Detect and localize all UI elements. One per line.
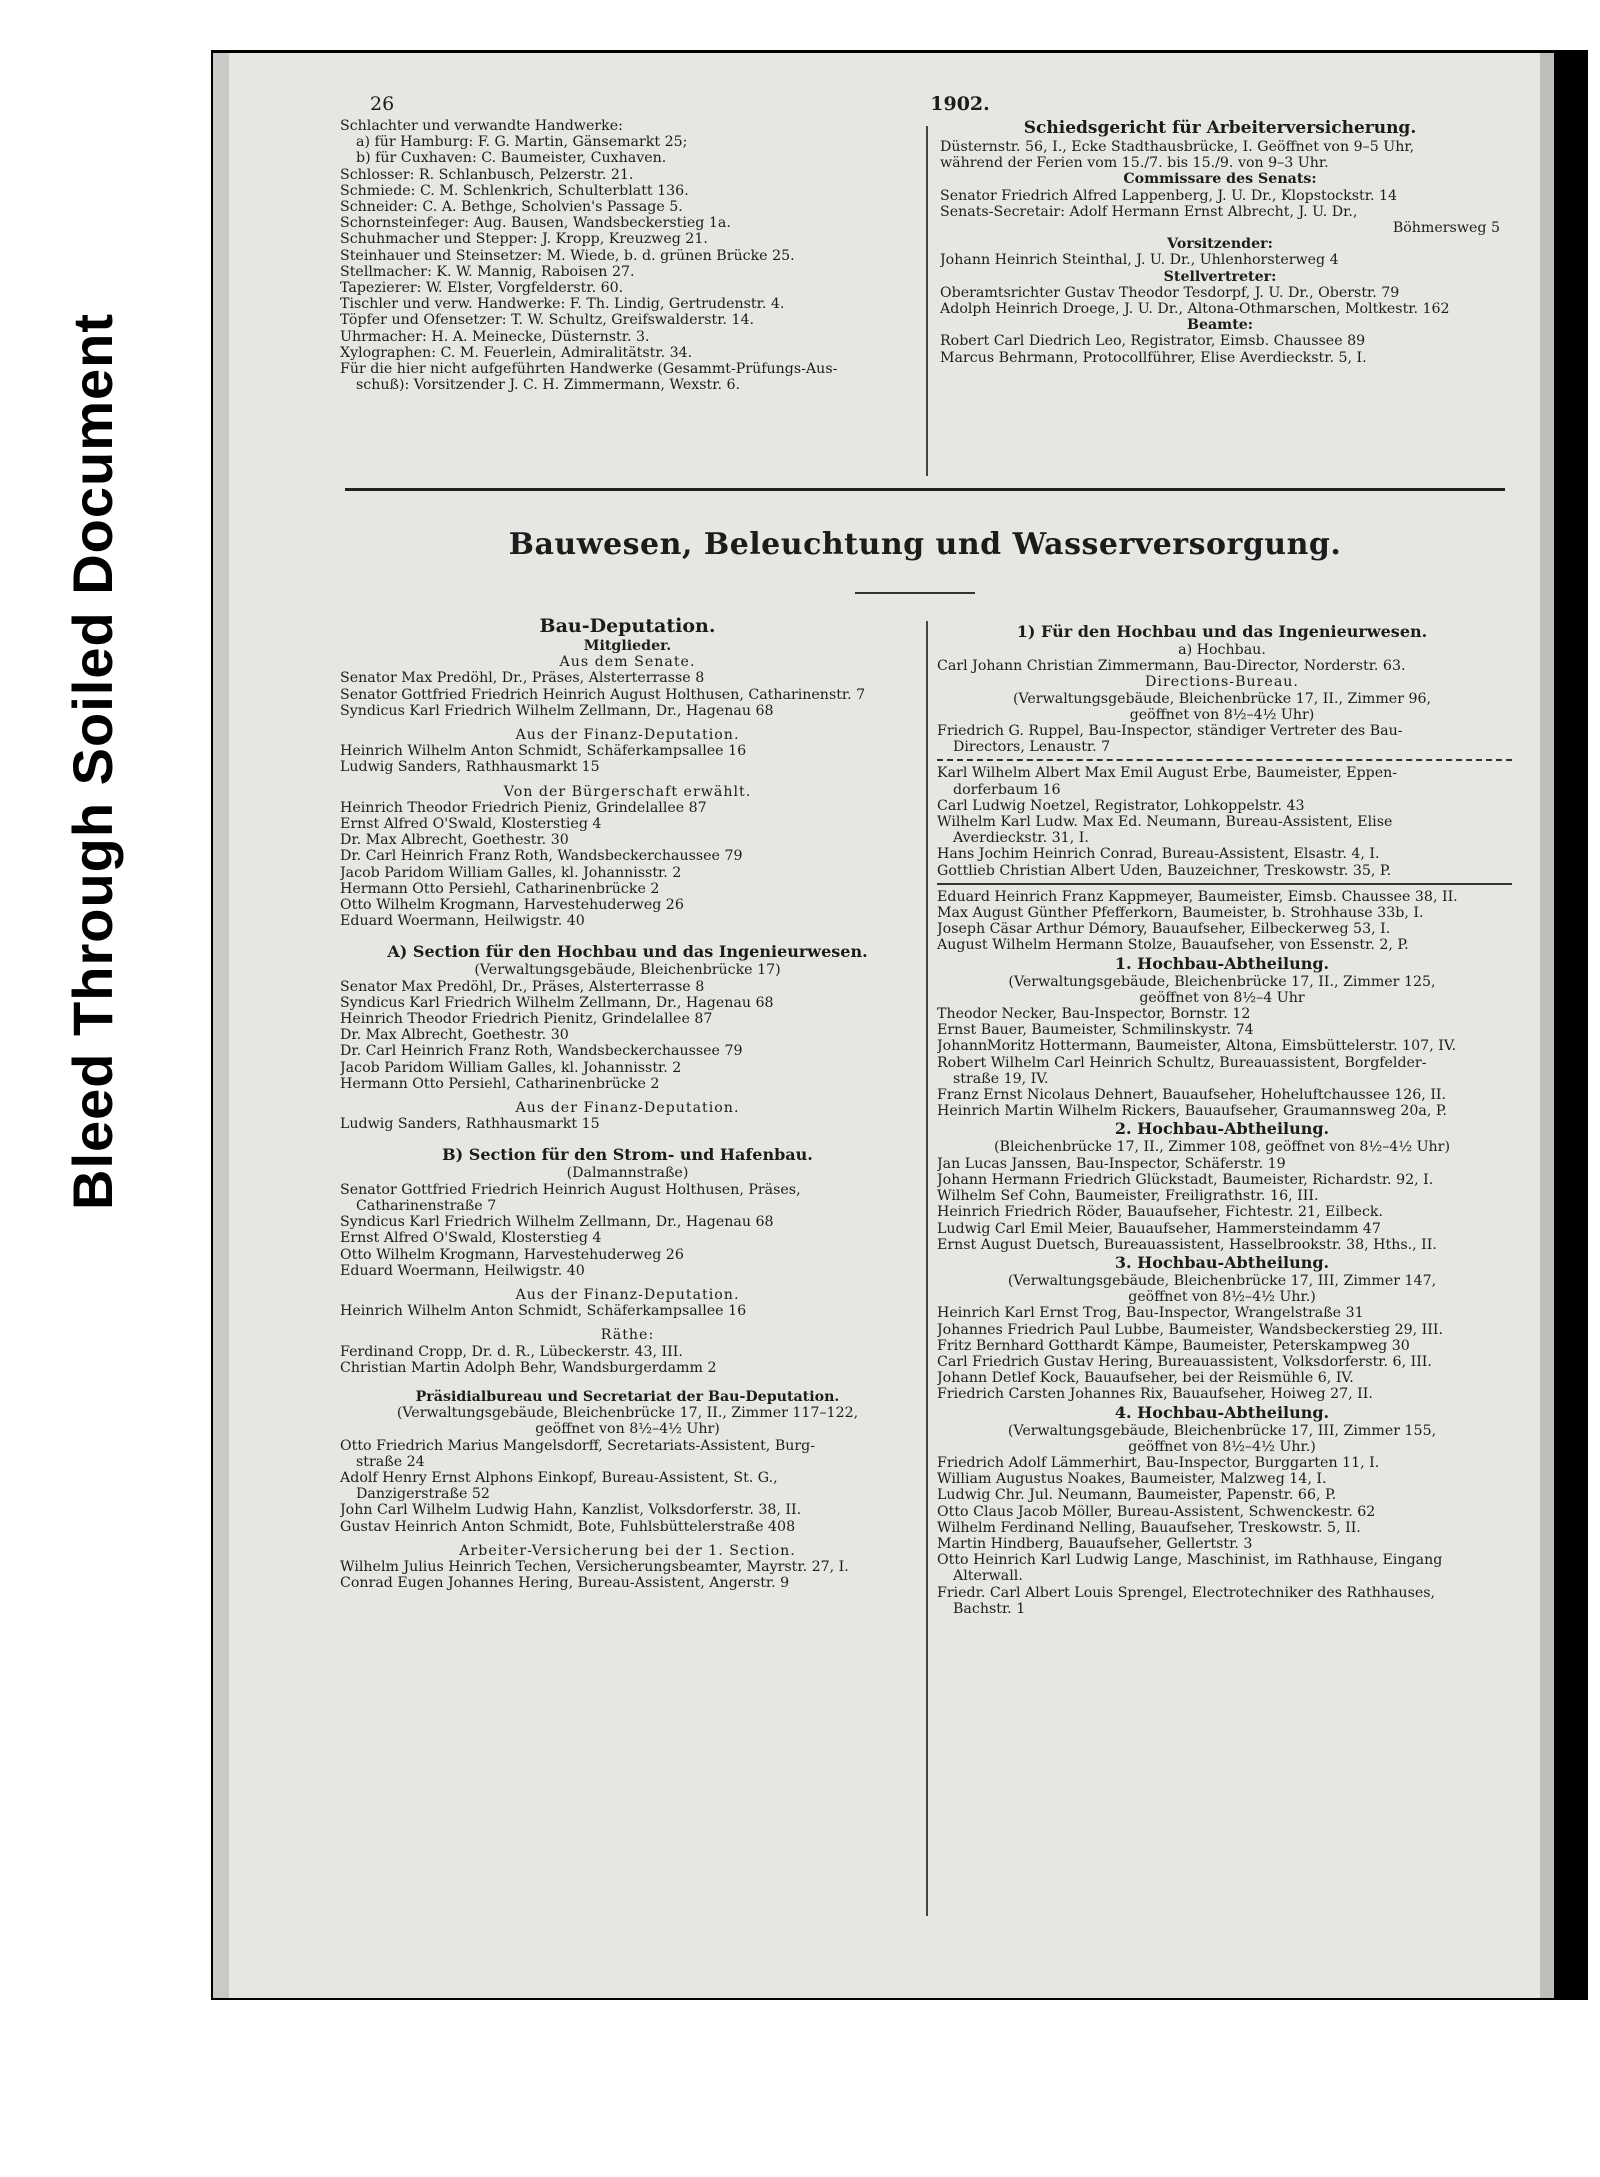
spacer xyxy=(340,929,915,942)
trade-entry: Stellmacher: K. W. Mannig, Raboisen 27. xyxy=(340,263,635,280)
hochbau-heading: 4. Hochbau-Abtheilung. xyxy=(1114,1402,1330,1422)
hochbau-subheading: geöffnet von 8½–4½ Uhr.) xyxy=(1128,1438,1316,1455)
hochbau-entry: Ludwig Chr. Jul. Neumann, Baumeister, Papenstr. 66, P. xyxy=(937,1487,1337,1504)
bau-deputation-subheading: Arbeiter-Versicherung bei der 1. Section. xyxy=(459,1542,796,1559)
bau-deputation-entry: Senator Gottfried Friedrich Heinrich August Holthusen, Catharinenstr. 7 xyxy=(340,686,866,703)
bau-deputation-entry: Syndicus Karl Friedrich Wilhelm Zellmann, Dr., Hagenau 68 xyxy=(340,1214,774,1231)
bau-deputation-entry: Hermann Otto Persiehl, Catharinenbrücke 2 xyxy=(340,880,660,897)
hochbau-subheading: geöffnet von 8½–4½ Uhr.) xyxy=(1128,1289,1316,1306)
hochbau-entry: Ernst Bauer, Baumeister, Schmilinskystr. 74 xyxy=(937,1022,1254,1039)
trade-entry: Töpfer und Ofensetzer: T. W. Schultz, Greifswalderstr. 14. xyxy=(340,312,755,329)
trade-entry: Schornsteinfeger: Aug. Bausen, Wandsbeckerstieg 1a. xyxy=(340,215,731,232)
hochbau-entry: Otto Heinrich Karl Ludwig Lange, Maschinist, im Rathhause, Eingang xyxy=(937,1552,1443,1569)
schiedsgericht-intro-1: Düsternstr. 56, I., Ecke Stadthausbrücke, I. Geöffnet von 9–5 Uhr, xyxy=(940,139,1415,155)
trade-entry: a) für Hamburg: F. G. Martin, Gänsemarkt 25; xyxy=(356,134,688,151)
section-separator-rule xyxy=(345,488,1505,491)
spacer xyxy=(340,719,915,727)
schiedsgericht-title: Schiedsgericht für Arbeiterversicherung. xyxy=(1023,118,1417,138)
hochbau-entry: Hans Jochim Heinrich Conrad, Bureau-Assistent, Elsastr. 4, I. xyxy=(937,846,1380,863)
trade-entry: Für die hier nicht aufgeführten Handwerke (Gesammt-Prüfungs-Aus- xyxy=(340,361,838,378)
hochbau-heading: 1. Hochbau-Abtheilung. xyxy=(1114,953,1330,973)
hochbau-entry: Fritz Bernhard Gotthardt Kämpe, Baumeister, Peterskampweg 30 xyxy=(937,1337,1410,1354)
beamte-heading: Beamte: xyxy=(1186,317,1254,334)
hochbau-entry: Wilhelm Karl Ludw. Max Ed. Neumann, Bureau-Assistent, Elise xyxy=(937,814,1393,831)
bau-deputation-entry: Hermann Otto Persiehl, Catharinenbrücke 2 xyxy=(340,1075,660,1092)
trade-entry: Schuhmacher und Stepper: J. Kropp, Kreuzweg 21. xyxy=(340,231,708,248)
bau-deputation-entry: Ferdinand Cropp, Dr. d. R., Lübeckerstr. 43, III. xyxy=(340,1343,683,1360)
hochbau-entry: Ludwig Carl Emil Meier, Bauaufseher, Hammersteindamm 47 xyxy=(937,1220,1381,1237)
schiedsgericht-section xyxy=(940,118,1500,366)
bau-deputation-entry: Syndicus Karl Friedrich Wilhelm Zellmann, Dr., Hagenau 68 xyxy=(340,994,774,1011)
bau-deputation-heading: Mitglieder. xyxy=(583,638,672,654)
column-divider-main xyxy=(926,621,928,1916)
bau-deputation-subheading: Räthe: xyxy=(600,1327,655,1344)
spacer xyxy=(340,1092,915,1100)
spacer xyxy=(340,776,915,784)
hochbau-entry: dorferbaum 16 xyxy=(953,781,1061,798)
trade-entry: b) für Cuxhaven: C. Baumeister, Cuxhaven. xyxy=(356,150,667,167)
bau-deputation-entry: Ludwig Sanders, Rathhausmarkt 15 xyxy=(340,1116,600,1133)
bau-deputation-entry: Dr. Carl Heinrich Franz Roth, Wandsbeckerchaussee 79 xyxy=(340,1043,743,1060)
bau-deputation-entry: straße 24 xyxy=(356,1453,425,1470)
bau-deputation-entry: Otto Wilhelm Krogmann, Harvestehuderweg 26 xyxy=(340,1246,684,1263)
bau-deputation-entry: Ernst Alfred O'Swald, Klosterstieg 4 xyxy=(340,1230,602,1247)
bau-deputation-entry: John Carl Wilhelm Ludwig Hahn, Kanzlist, Volksdorferstr. 38, II. xyxy=(340,1502,802,1519)
bau-deputation-heading: Präsidialbureau und Secretariat der Bau-Deputation. xyxy=(415,1388,840,1405)
spacer xyxy=(340,1319,915,1327)
bau-deputation-entry: Senator Gottfried Friedrich Heinrich August Holthusen, Präses, xyxy=(340,1181,801,1198)
hochbau-subheading: (Verwaltungsgebäude, Bleichenbrücke 17, II., Zimmer 96, xyxy=(1012,690,1432,707)
bau-deputation-entry: Gustav Heinrich Anton Schmidt, Bote, Fuhlsbüttelerstraße 408 xyxy=(340,1518,796,1535)
bau-deputation-entry: Heinrich Wilhelm Anton Schmidt, Schäferkampsallee 16 xyxy=(340,1303,747,1320)
trade-entry: Xylographen: C. M. Feuerlein, Admiralitätstr. 34. xyxy=(340,344,693,361)
bau-deputation-subheading: geöffnet von 8½–4½ Uhr) xyxy=(535,1421,720,1438)
hochbau-entry: August Wilhelm Hermann Stolze, Bauaufseher, von Essenstr. 2, P. xyxy=(937,937,1409,954)
bau-deputation-heading: Bau-Deputation. xyxy=(539,615,716,637)
hochbau-entry: Johann Detlef Kock, Bauaufseher, bei der Reismühle 6, IV. xyxy=(937,1370,1354,1387)
page-right-edge xyxy=(1540,53,1554,1998)
hochbau-subheading: geöffnet von 8½–4 Uhr xyxy=(1139,989,1305,1006)
bau-deputation-subheading: Aus der Finanz-Deputation. xyxy=(515,1286,740,1303)
stellvertreter-heading: Stellvertreter: xyxy=(1163,268,1277,285)
vorsitzender-heading: Vorsitzender: xyxy=(1167,236,1273,253)
hochbau-entry: Franz Ernst Nicolaus Dehnert, Bauaufseher, Hoheluftchaussee 126, II. xyxy=(937,1087,1447,1104)
bau-deputation-entry: Danzigerstraße 52 xyxy=(356,1486,490,1503)
bau-deputation-entry: Wilhelm Julius Heinrich Techen, Versicherungsbeamter, Mayrstr. 27, I. xyxy=(340,1558,849,1575)
bau-deputation-entry: Heinrich Theodor Friedrich Pieniz, Grindelallee 87 xyxy=(340,799,707,816)
bau-deputation-heading: B) Section für den Strom- und Hafenbau. xyxy=(442,1145,813,1165)
bau-deputation-subheading: Aus dem Senate. xyxy=(559,654,696,671)
commissare-heading: Commissare des Senats: xyxy=(1123,171,1317,188)
trade-entry: Steinhauer und Steinsetzer: M. Wiede, b. d. grünen Brücke 25. xyxy=(340,247,795,264)
commissar-entry: Senats-Secretair: Adolf Hermann Ernst Albrecht, J. U. Dr., xyxy=(940,203,1358,220)
hochbau-entry: Friedrich Carsten Johannes Rix, Bauaufseher, Hoiweg 27, II. xyxy=(937,1386,1373,1403)
hochbau-subheading: (Verwaltungsgebäude, Bleichenbrücke 17, III, Zimmer 147, xyxy=(1007,1272,1437,1289)
hochbau-entry: Otto Claus Jacob Möller, Bureau-Assistent, Schwenckestr. 62 xyxy=(937,1503,1376,1520)
bau-deputation-entry: Jacob Paridom William Galles, kl. Johannisstr. 2 xyxy=(340,1059,682,1076)
main-section-title: Bauwesen, Beleuchtung und Wasserversorgung. xyxy=(508,527,1342,562)
hochbau-heading: 3. Hochbau-Abtheilung. xyxy=(1114,1252,1330,1272)
bau-deputation-entry: Syndicus Karl Friedrich Wilhelm Zellmann, Dr., Hagenau 68 xyxy=(340,702,774,719)
hochbau-entry: Ernst August Duetsch, Bureauassistent, Hasselbrookstr. 38, Hths., II. xyxy=(937,1236,1437,1253)
bau-deputation-entry: Jacob Paridom William Galles, kl. Johannisstr. 2 xyxy=(340,864,682,881)
bau-deputation-subheading: Von der Bürgerschaft erwählt. xyxy=(503,783,752,800)
title-underline xyxy=(855,592,975,594)
hochbau-entry: Theodor Necker, Bau-Inspector, Bornstr. 12 xyxy=(937,1006,1251,1023)
beamte-entry: Robert Carl Diedrich Leo, Registrator, Eimsb. Chaussee 89 xyxy=(940,333,1366,350)
hochbau-entry: Johann Hermann Friedrich Glückstadt, Baumeister, Richardstr. 92, I. xyxy=(937,1171,1434,1188)
hochbau-entry: Martin Hindberg, Bauaufseher, Gellertstr. 3 xyxy=(937,1535,1253,1552)
hochbau-entry: Carl Friedrich Gustav Hering, Bureauassistent, Volksdorferstr. 6, III. xyxy=(937,1353,1432,1370)
hochbau-subheading: Directions-Bureau. xyxy=(1145,674,1299,691)
bau-deputation-subheading: Aus der Finanz-Deputation. xyxy=(515,727,740,744)
hochbau-entry: Max August Günther Pfefferkorn, Baumeister, b. Strohhause 33b, I. xyxy=(937,905,1424,922)
trade-entry: Schlachter und verwandte Handwerke: xyxy=(340,118,623,134)
spacer xyxy=(340,1132,915,1145)
beamte-entry: Marcus Behrmann, Protocollführer, Elise Averdieckstr. 5, I. xyxy=(940,349,1367,366)
hochbau-entry: Karl Wilhelm Albert Max Emil August Erbe, Baumeister, Eppen- xyxy=(937,765,1398,782)
bau-deputation-entry: Heinrich Wilhelm Anton Schmidt, Schäferkampsallee 16 xyxy=(340,743,747,760)
bau-deputation-subheading: (Dalmannstraße) xyxy=(566,1165,689,1182)
hochbau-subheading: (Verwaltungsgebäude, Bleichenbrücke 17, II., Zimmer 125, xyxy=(1008,973,1436,990)
stellvertreter-entry: Oberamtsrichter Gustav Theodor Tesdorpf, J. U. Dr., Oberstr. 79 xyxy=(940,284,1400,301)
hochbau-entry: Robert Wilhelm Carl Heinrich Schultz, Bureauassistent, Borgfelder- xyxy=(937,1054,1427,1071)
hochbau-subheading: geöffnet von 8½–4½ Uhr) xyxy=(1129,706,1315,723)
bau-deputation-entry: Dr. Carl Heinrich Franz Roth, Wandsbeckerchaussee 79 xyxy=(340,848,743,865)
bau-deputation-entry: Senator Max Predöhl, Dr., Präses, Alsterterrasse 8 xyxy=(340,978,705,995)
hochbau-entry: Carl Johann Christian Zimmermann, Bau-Director, Norderstr. 63. xyxy=(937,658,1406,675)
page-content xyxy=(340,93,1510,1976)
bau-deputation-entry: Catharinenstraße 7 xyxy=(356,1197,497,1214)
hochbau-subheading: (Verwaltungsgebäude, Bleichenbrücke 17, III, Zimmer 155, xyxy=(1007,1422,1437,1439)
separator-row xyxy=(937,755,1507,765)
hochbau-entry: Bachstr. 1 xyxy=(953,1600,1026,1617)
hochbau-entry: straße 19, IV. xyxy=(953,1070,1049,1087)
separator-row xyxy=(937,879,1507,889)
trade-entry: Tapezierer: W. Elster, Vorgfelderstr. 60. xyxy=(340,280,624,297)
spacer xyxy=(340,1535,915,1543)
bleed-through-stamp: Bleed Through Soiled Document xyxy=(61,312,124,1210)
bau-deputation-entry: Eduard Woermann, Heilwigstr. 40 xyxy=(340,913,585,930)
bau-deputation-subheading: (Verwaltungsgebäude, Bleichenbrücke 17, II., Zimmer 117–122, xyxy=(396,1405,859,1422)
vorsitzender-entry: Johann Heinrich Steinthal, J. U. Dr., Uhlenhorsterweg 4 xyxy=(940,252,1339,269)
stellvertreter-entry: Adolph Heinrich Droege, J. U. Dr., Altona-Othmarschen, Moltkestr. 162 xyxy=(940,301,1450,318)
bau-deputation-entry: Conrad Eugen Johannes Hering, Bureau-Assistent, Angerstr. 9 xyxy=(340,1575,790,1592)
trade-entry: schuß): Vorsitzender J. C. H. Zimmermann, Wexstr. 6. xyxy=(356,377,740,394)
hochbau-entry: Jan Lucas Janssen, Bau-Inspector, Schäferstr. 19 xyxy=(937,1155,1286,1172)
hochbau-entry: Johannes Friedrich Paul Lubbe, Baumeister, Wandsbeckerstieg 29, III. xyxy=(937,1321,1443,1338)
hochbau-entry: Friedrich G. Ruppel, Bau-Inspector, ständiger Vertreter des Bau- xyxy=(937,723,1403,740)
page-number: 26 xyxy=(370,93,395,115)
hochbau-entry: Wilhelm Ferdinand Nelling, Bauaufseher, Treskowstr. 5, II. xyxy=(937,1519,1361,1536)
hochbau-heading: 1) Für den Hochbau und das Ingenieurwesen. xyxy=(1016,622,1428,641)
trade-entry: Schmiede: C. M. Schlenkrich, Schulterblatt 136. xyxy=(340,182,689,199)
trades-list xyxy=(340,118,910,393)
hochbau-subheading: a) Hochbau. xyxy=(1178,642,1266,658)
schiedsgericht-intro-2: während der Ferien vom 15./7. bis 15./9. von 9–3 Uhr. xyxy=(940,155,1329,172)
hochbau-entry: Friedrich Adolf Lämmerhirt, Bau-Inspector, Burggarten 11, I. xyxy=(937,1454,1380,1471)
hochbau-entry: Averdieckstr. 31, I. xyxy=(953,830,1089,847)
bau-deputation-entry: Heinrich Theodor Friedrich Pienitz, Grindelallee 87 xyxy=(340,1011,713,1028)
hochbau-entry: Alterwall. xyxy=(953,1568,1023,1585)
hochbau-entry: Joseph Cäsar Arthur Démory, Bauaufseher, Eilbeckerweg 53, I. xyxy=(937,921,1391,938)
hochbau-entry: Heinrich Karl Ernst Trog, Bau-Inspector, Wrangelstraße 31 xyxy=(937,1305,1364,1322)
page-year: 1902. xyxy=(930,93,990,115)
bau-deputation-subheading: (Verwaltungsgebäude, Bleichenbrücke 17) xyxy=(474,962,781,979)
hochbau-entry: Heinrich Martin Wilhelm Rickers, Bauaufseher, Graumannsweg 20a, P. xyxy=(937,1103,1448,1120)
bau-deputation-entry: Dr. Max Albrecht, Goethestr. 30 xyxy=(340,1027,569,1044)
hochbau-entry: Gottlieb Christian Albert Uden, Bauzeichner, Treskowstr. 35, P. xyxy=(937,862,1392,879)
hochbau-heading: 2. Hochbau-Abtheilung. xyxy=(1114,1119,1330,1139)
bau-deputation-entry: Eduard Woermann, Heilwigstr. 40 xyxy=(340,1262,585,1279)
hochbau-entry: Directors, Lenaustr. 7 xyxy=(953,739,1111,756)
trade-entry: Schlosser: R. Schlanbusch, Pelzerstr. 21. xyxy=(340,166,634,183)
bau-deputation-heading: A) Section für den Hochbau und das Ingenieurwesen. xyxy=(387,942,868,962)
column-divider-top xyxy=(926,126,928,476)
bau-deputation-column xyxy=(340,614,915,1591)
hochbau-entry: JohannMoritz Hottermann, Baumeister, Altona, Eimsbüttelerstr. 107, IV. xyxy=(937,1038,1457,1055)
hochbau-column xyxy=(937,622,1507,1617)
page-binding-shadow xyxy=(213,53,229,1998)
trade-entry: Tischler und verw. Handwerke: F. Th. Lindig, Gertrudenstr. 4. xyxy=(340,296,785,313)
trade-entry: Uhrmacher: H. A. Meinecke, Düsternstr. 3. xyxy=(340,328,650,345)
bau-deputation-subheading: Aus der Finanz-Deputation. xyxy=(515,1100,740,1117)
hochbau-entry: Wilhelm Sef Cohn, Baumeister, Freiligrathstr. 16, III. xyxy=(937,1188,1319,1205)
commissar-entry-cont: Böhmersweg 5 xyxy=(1392,220,1500,237)
spacer xyxy=(340,1376,915,1389)
bau-deputation-entry: Dr. Max Albrecht, Goethestr. 30 xyxy=(340,832,569,849)
hochbau-entry: Friedr. Carl Albert Louis Sprengel, Electrotechniker des Rathhauses, xyxy=(937,1584,1436,1601)
bau-deputation-entry: Otto Wilhelm Krogmann, Harvestehuderweg 26 xyxy=(340,897,684,914)
bau-deputation-entry: Otto Friedrich Marius Mangelsdorff, Secretariats-Assistent, Burg- xyxy=(340,1437,816,1454)
hochbau-entry: Heinrich Friedrich Röder, Bauaufseher, Fichtestr. 21, Eilbeck. xyxy=(937,1204,1383,1221)
solid-separator xyxy=(937,883,1512,885)
bau-deputation-entry: Christian Martin Adolph Behr, Wandsburgerdamm 2 xyxy=(340,1359,717,1376)
hochbau-entry: William Augustus Noakes, Baumeister, Malzweg 14, I. xyxy=(937,1471,1327,1488)
dashed-separator xyxy=(937,759,1512,761)
hochbau-entry: Carl Ludwig Noetzel, Registrator, Lohkoppelstr. 43 xyxy=(937,797,1305,814)
bau-deputation-entry: Senator Max Predöhl, Dr., Präses, Alsterterrasse 8 xyxy=(340,670,705,687)
bau-deputation-entry: Ernst Alfred O'Swald, Klosterstieg 4 xyxy=(340,816,602,833)
trade-entry: Schneider: C. A. Bethge, Scholvien's Passage 5. xyxy=(340,199,683,216)
hochbau-subheading: (Bleichenbrücke 17, II., Zimmer 108, geöffnet von 8½–4½ Uhr) xyxy=(993,1139,1451,1156)
bau-deputation-entry: Ludwig Sanders, Rathhausmarkt 15 xyxy=(340,759,600,776)
commissar-entry: Senator Friedrich Alfred Lappenberg, J. U. Dr., Klopstockstr. 14 xyxy=(940,187,1398,204)
spacer xyxy=(340,1279,915,1287)
hochbau-entry: Eduard Heinrich Franz Kappmeyer, Baumeister, Eimsb. Chaussee 38, II. xyxy=(937,888,1458,905)
bau-deputation-entry: Adolf Henry Ernst Alphons Einkopf, Bureau-Assistent, St. G., xyxy=(340,1469,778,1486)
